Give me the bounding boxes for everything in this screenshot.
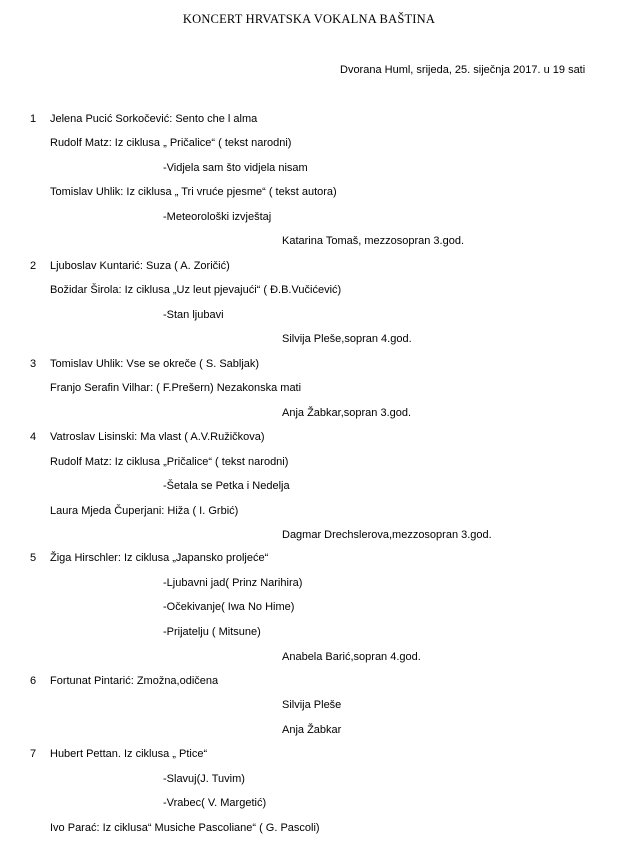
program-line: -Meteorološki izvještaj — [163, 211, 272, 223]
performer-line: Dagmar Drechslerova,mezzosopran 3.god. — [282, 529, 492, 541]
performer-line: Silvija Pleše — [282, 699, 342, 711]
program-number: 7 — [30, 748, 37, 760]
program-line: -Vrabec( V. Margetić) — [163, 797, 267, 809]
performer-line: Anja Žabkar,sopran 3.god. — [282, 407, 412, 419]
program-line: Fortunat Pintarić: Zmožna,odičena — [50, 675, 219, 687]
program-line: -Slavuj(J. Tuvim) — [163, 773, 245, 785]
program-line: -Očekivanje( Iwa No Hime) — [163, 601, 295, 613]
program-number: 6 — [30, 675, 37, 687]
program-line: Laura Mjeda Čuperjani: Hiža ( I. Grbić) — [50, 505, 239, 517]
program-line: Vatroslav Lisinski: Ma vlast ( A.V.Ružičkova) — [50, 431, 265, 443]
performer-line: Anabela Barić,sopran 4.god. — [282, 651, 421, 663]
program-line: Franjo Serafin Vilhar: ( F.Prešern) Nezakonska mati — [50, 382, 302, 394]
document-title: KONCERT HRVATSKA VOKALNA BAŠTINA — [182, 12, 436, 26]
venue-date-line: Dvorana Huml, srijeda, 25. siječnja 2017. u 19 sati — [340, 64, 586, 76]
program-line: -Ljubavni jad( Prinz Narihira) — [163, 577, 303, 589]
performer-line: Katarina Tomaš, mezzosopran 3.god. — [282, 235, 465, 247]
program-line: Božidar Širola: Iz ciklusa „Uz leut pjevajući“ ( Đ.B.Vučićević) — [50, 284, 342, 296]
program-line: -Stan ljubavi — [163, 309, 224, 321]
performer-line: Anja Žabkar — [282, 724, 342, 736]
program-number: 3 — [30, 358, 37, 370]
program-line: -Šetala se Petka i Nedelja — [163, 480, 290, 492]
program-line: Žiga Hirschler: Iz ciklusa „Japansko proljeće“ — [50, 552, 269, 564]
program-line: Tomislav Uhlik: Vse se okreče ( S. Sabljak) — [50, 358, 260, 370]
program-number: 1 — [30, 113, 37, 125]
program-line: Ivo Parać: Iz ciklusa“ Musiche Pascoliane“ ( G. Pascoli) — [50, 822, 320, 834]
performer-line: Silvija Pleše,sopran 4.god. — [282, 333, 412, 345]
program-line: Rudolf Matz: Iz ciklusa „ Pričalice“ ( tekst narodni) — [50, 137, 292, 149]
program-line: Ljuboslav Kuntarić: Suza ( A. Zoričić) — [50, 260, 230, 272]
program-line: -Prijatelju ( Mitsune) — [163, 626, 261, 638]
program-line: Rudolf Matz: Iz ciklusa „Pričalice“ ( tekst narodni) — [50, 456, 289, 468]
program-number: 2 — [30, 260, 37, 272]
program-number: 5 — [30, 552, 37, 564]
program-line: Jelena Pucić Sorkočević: Sento che l alma — [50, 113, 258, 125]
program-number: 4 — [30, 431, 37, 443]
program-line: Tomislav Uhlik: Iz ciklusa „ Tri vruće pjesme“ ( tekst autora) — [50, 186, 337, 198]
program-line: Hubert Pettan. Iz ciklusa „ Ptice“ — [50, 748, 208, 760]
program-line: -Vidjela sam što vidjela nisam — [163, 162, 308, 174]
